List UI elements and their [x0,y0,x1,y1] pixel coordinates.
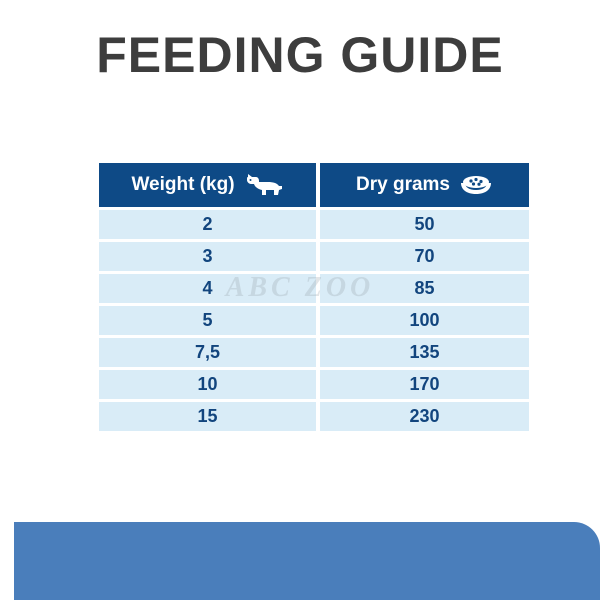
table-row [99,402,529,431]
cell-dry-grams: 70 [320,242,529,271]
cell-dry-grams: 100 [320,306,529,335]
table-row [99,306,529,335]
cell-dry-grams: 50 [320,210,529,239]
column-header-dry-grams [320,163,529,207]
cell-weight: 10 [99,370,316,399]
footer-left-gap [0,522,14,600]
cell-dry-grams: 230 [320,402,529,431]
cell-dry-grams: 85 [320,274,529,303]
column-header-weight-label: Weight (kg) [131,174,235,195]
table-row [99,210,529,239]
cell-dry-grams: 170 [320,370,529,399]
footer-area [0,512,600,600]
cell-weight: 5 [99,306,316,335]
table-header-row [99,163,529,207]
table-row [99,242,529,271]
cell-weight: 2 [99,210,316,239]
table-row [99,370,529,399]
cell-dry-grams: 135 [320,338,529,367]
column-header-dry-grams-label: Dry grams [356,174,450,195]
watermark: ABC ZOO [225,272,375,303]
feeding-table [95,160,533,434]
page-title: FEEDING GUIDE [96,27,504,83]
food-bowl-icon [459,173,493,197]
table-body [99,210,529,431]
footer-blue-band [0,522,600,600]
cell-weight: 15 [99,402,316,431]
table-row [99,338,529,367]
feeding-table-container [95,160,505,434]
table-head [99,163,529,207]
cell-weight: 7,5 [99,338,316,367]
cell-weight: 3 [99,242,316,271]
column-header-weight [99,163,316,207]
top-spacer [0,0,600,8]
cell-weight: 4 [99,274,316,303]
dog-icon [244,173,284,197]
table-row [99,274,529,303]
